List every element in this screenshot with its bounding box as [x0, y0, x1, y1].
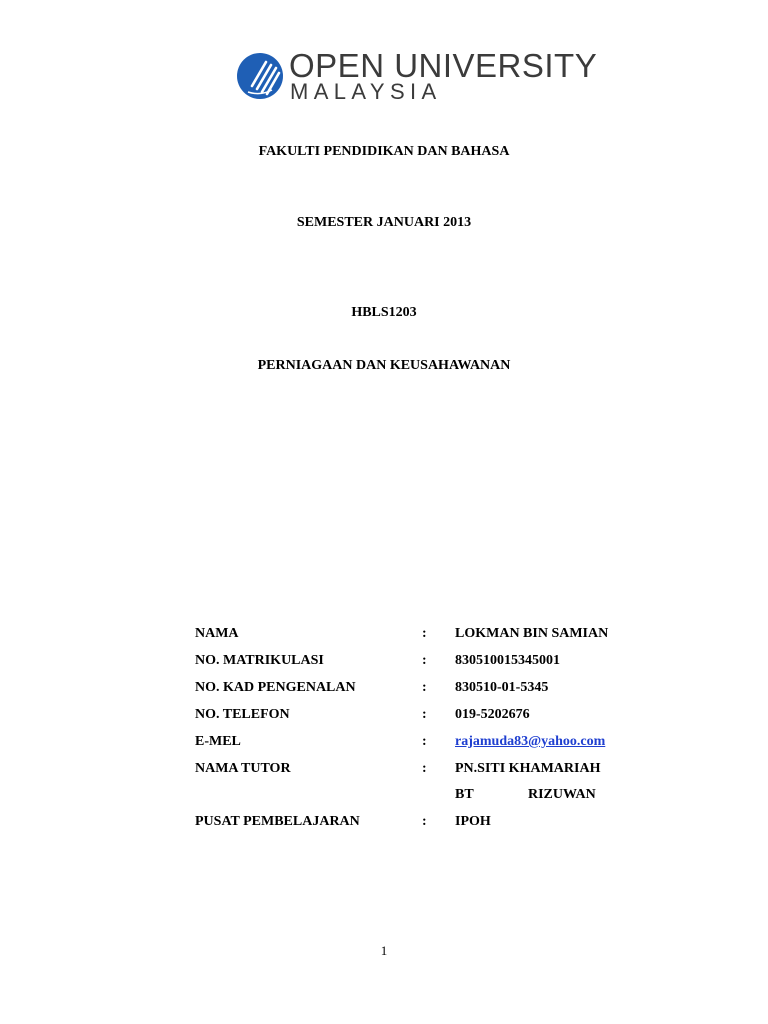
phone-label: NO. TELEFON [195, 707, 290, 722]
phone-value: 019-5202676 [455, 707, 530, 722]
page-number: 1 [380, 943, 388, 958]
course-title: PERNIAGAAN DAN KEUSAHAWANAN [257, 358, 511, 373]
email-label: E-MEL [195, 734, 241, 749]
matric-separator: : [422, 653, 427, 668]
faculty-title: FAKULTI PENDIDIKAN DAN BAHASA [258, 144, 510, 159]
tutor-value-line2-bt: BT [455, 787, 474, 802]
matric-value: 830510015345001 [455, 653, 560, 668]
centre-label: PUSAT PEMBELAJARAN [195, 814, 360, 829]
phone-separator: : [422, 707, 427, 722]
semester-title: SEMESTER JANUARI 2013 [296, 215, 472, 230]
tutor-separator: : [422, 761, 427, 776]
email-link[interactable]: rajamuda83@yahoo.com [455, 734, 606, 749]
course-code: HBLS1203 [351, 305, 417, 320]
ic-label: NO. KAD PENGENALAN [195, 680, 356, 695]
tutor-value: PN.SITI KHAMARIAH [455, 761, 601, 776]
logo-text-line1: OPEN UNIVERSITY [289, 47, 598, 84]
centre-separator: : [422, 814, 427, 829]
email-value [455, 734, 605, 750]
name-value: LOKMAN BIN SAMIAN [455, 626, 609, 641]
tutor-value-line2-surname: RIZUWAN [528, 787, 596, 802]
ic-value: 830510-01-5345 [455, 680, 549, 695]
matric-label: NO. MATRIKULASI [195, 653, 324, 668]
university-logo-mark [236, 52, 284, 100]
email-separator: : [422, 734, 427, 749]
name-label: NAMA [195, 626, 239, 641]
name-separator: : [422, 626, 427, 641]
logo-text-line2: MALAYSIA [290, 79, 442, 104]
centre-value: IPOH [455, 814, 491, 829]
university-logo [234, 47, 598, 110]
tutor-label: NAMA TUTOR [195, 761, 291, 776]
ic-separator: : [422, 680, 427, 695]
